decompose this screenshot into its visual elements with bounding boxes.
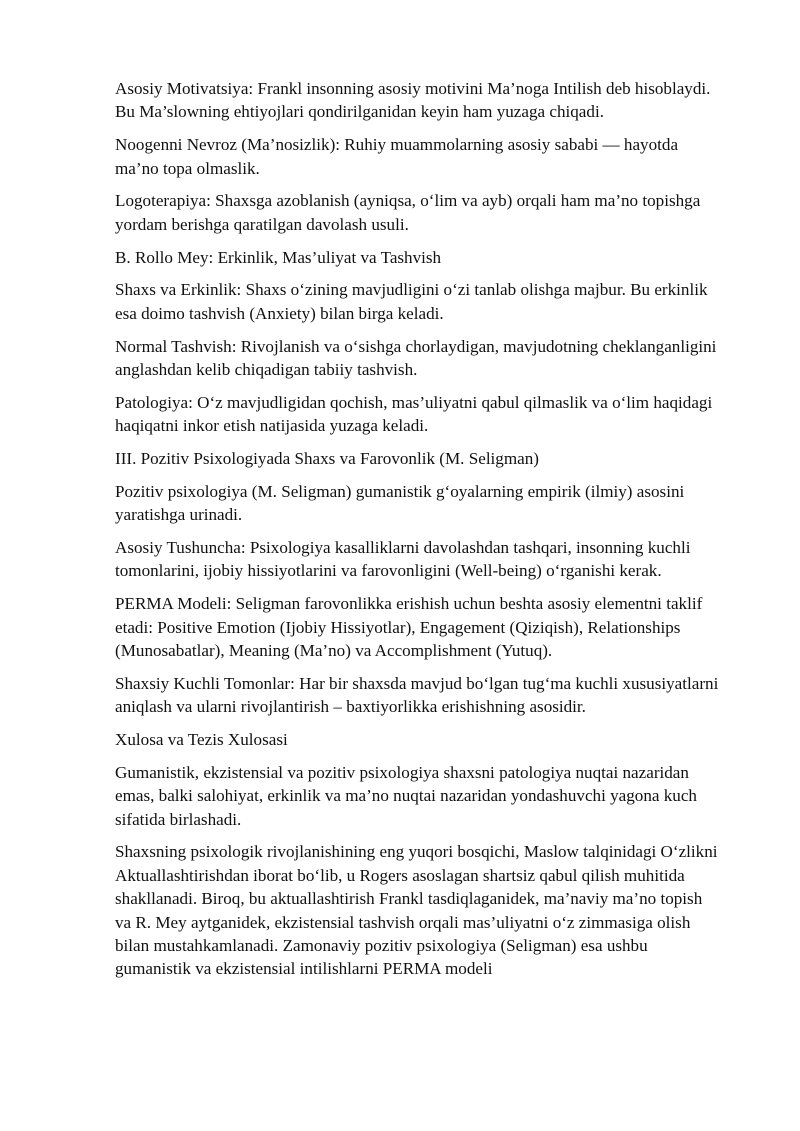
paragraph-core-concept: Asosiy Tushuncha: Psixologiya kasalliklarni davolashdan tashqari, insonning kuchli tomonlarini, ijobiy hissiyotlarini va farovonligini (Well-being) o‘rganishi kerak. [115,538,691,581]
paragraph-conclusion-summary: Gumanistik, ekzistensial va pozitiv psixologiya shaxsni patologiya nuqtai nazaridan emas, balki salohiyat, erkinlik va ma’no nuqtai nazaridan yondashuvchi yagona kuch sifatida birlashadi. [115,762,697,829]
paragraph-positive-psychology-intro: Pozitiv psixologiya (M. Seligman) gumanistik g‘oyalarning empirik (ilmiy) asosini yaratishga urinadi. [115,481,685,525]
paragraph-personal-strengths: Shaxsiy Kuchli Tomonlar: Har bir shaxsda mavjud bo‘lgan tug‘ma kuchli xususiyatlarni aniqlash va ularni rivojlantirish – baxtiyorlikka erishishning asosidir. [115,673,719,717]
heading-rollo-may: B. Rollo Mey: Erkinlik, Mas’uliyat va Tashvish [115,247,442,267]
heading-conclusion: Xulosa va Tezis Xulosasi [115,730,288,750]
paragraph-personality-freedom: Shaxs va Erkinlik: Shaxs o‘zining mavjudligini o‘zi tanlab olishga majbur. Bu erkinlik esa doimo tashvish (Anxiety) bilan birga keladi. [115,280,708,323]
paragraph-perma-model: PERMA Modeli: Seligman farovonlikka erishish uchun beshta asosiy elementni taklif etadi: Positive Emotion (Ijobiy Hissiyotlar), Engagement (Qiziqish), Relationships (Munosabatlar), Meaning (Ma’no) va Accomplishment (Yutuq). [115,594,703,661]
paragraph-logotherapy: Logoterapiya: Shaxsga azoblanish (ayniqsa, o‘lim va ayb) orqali ham ma’no topishga yordam berishga qaratilgan davolash usuli. [115,191,701,234]
paragraph-pathology: Patologiya: O‘z mavjudligidan qochish, mas’uliyatni qabul qilmaslik va o‘lim haqidagi haqiqatni inkor etish natijasida yuzaga keladi. [115,392,713,436]
heading-positive-psychology: III. Pozitiv Psixologiyada Shaxs va Farovonlik (M. Seligman) [115,449,539,469]
paragraph-motivation: Asosiy Motivatsiya: Frankl insonning asosiy motivini Ma’noga Intilish deb hisoblaydi. Bu Ma’slowning ehtiyojlari qondirilganidan keyin ham yuzaga chiqadi. [115,79,711,122]
paragraph-conclusion-detail: Shaxsning psixologik rivojlanishining eng yuqori bosqichi, Maslow talqinidagi O‘zlikni Aktuallashtirishdan iborat bo‘lib, u Rogers asoslagan shartsiz qabul qilish muhitida shakllanadi. Biroq, bu aktuallashtirish Frankl tasdiqlaganidek, ma’naviy ma’no topish va R. Mey aytganidek, ekzistensial tashvish orqali mas’uliyatni o‘z zimmasiga olish bilan mustahkamlanadi. Zamonaviy pozitiv psixologiya (Seligman) esa ushbu gumanistik va ekzistensial intilishlarni PERMA modeli [115,842,718,979]
paragraph-normal-anxiety: Normal Tashvish: Rivojlanish va o‘sishga chorlaydigan, mavjudotning cheklanganligini anglashdan kelib chiqadigan tabiiy tashvish. [115,336,717,380]
paragraph-noogenic-neurosis: Noogenni Nevroz (Ma’nosizlik): Ruhiy muammolarning asosiy sababi — hayotda ma’no topa olmaslik. [115,135,679,178]
